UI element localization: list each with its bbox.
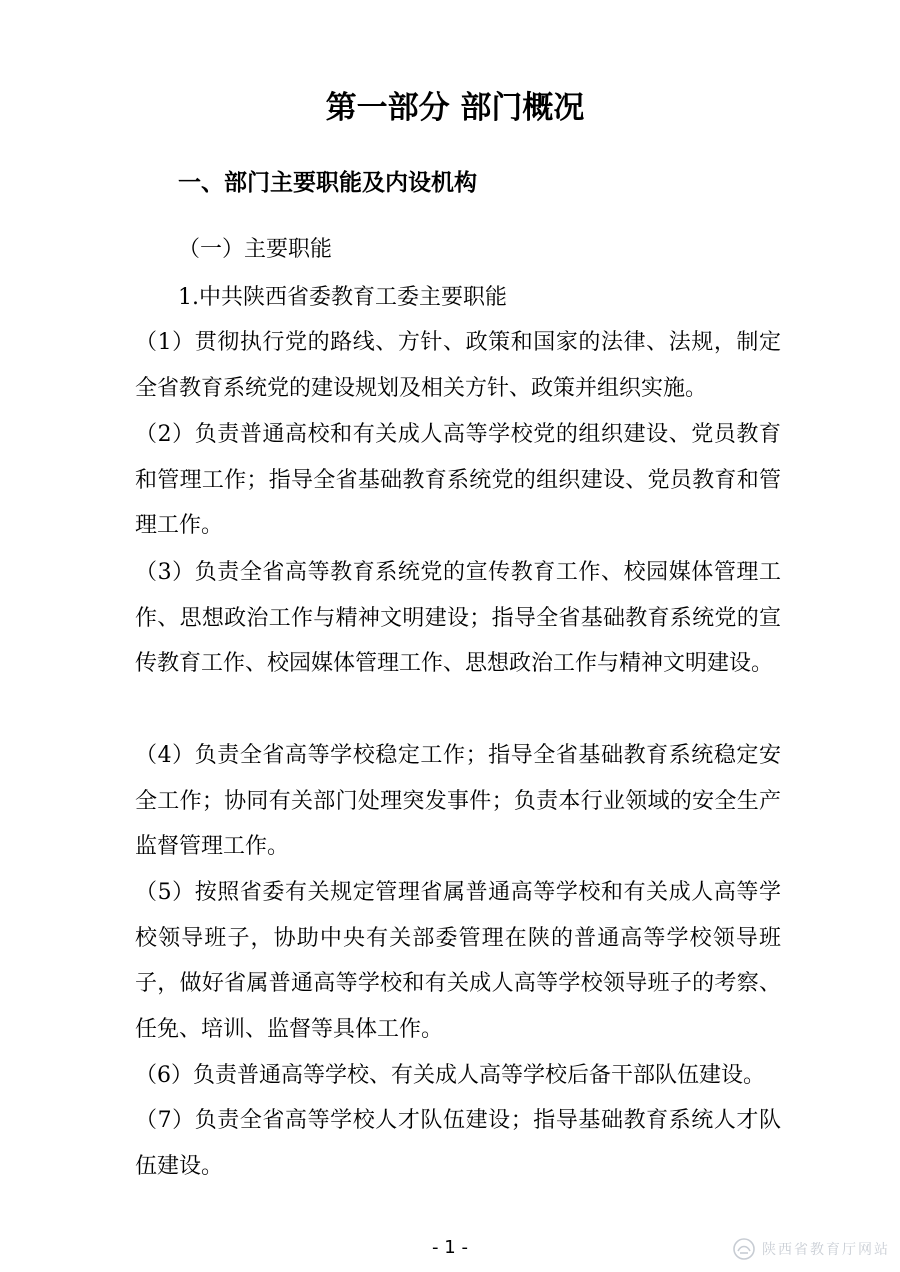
item-heading: 1.中共陕西省委教育工委主要职能 — [178, 285, 507, 310]
duty-paragraph-3: （3）负责全省高等教育系统党的宣传教育工作、校园媒体管理工作、思想政治工作与精神文明建设；指导全省基础教育系统党的宣传教育工作、校园媒体管理工作、思想政治工作与精神文明建设。 — [135, 560, 781, 676]
duty-paragraph-5: （5）按照省委有关规定管理省属普通高等学校和有关成人高等学校领导班子，协助中央有关部委管理在陕的普通高等学校领导班子，做好省属普通高等学校和有关成人高等学校领导班子的考察、任免、培训、监督等具体工作。 — [135, 880, 781, 1042]
subsection-heading: （一）主要职能 — [178, 237, 333, 262]
duty-paragraph-6: （6）负责普通高等学校、有关成人高等学校后备干部队伍建设。 — [135, 1063, 765, 1088]
site-watermark — [732, 1234, 890, 1264]
duty-paragraph-7: （7）负责全省高等学校人才队伍建设；指导基础教育系统人才队伍建设。 — [135, 1108, 781, 1179]
duty-paragraph-2: （2）负责普通高校和有关成人高等学校党的组织建设、党员教育和管理工作；指导全省基础教育系统党的组织建设、党员教育和管理工作。 — [135, 422, 781, 538]
duty-paragraph-1: （1）贯彻执行党的路线、方针、政策和国家的法律、法规，制定全省教育系统党的建设规划及相关方针、政策并组织实施。 — [135, 330, 781, 401]
section-heading: 一、部门主要职能及内设机构 — [178, 170, 477, 196]
website-logo-icon — [732, 1237, 756, 1261]
page-number: - 1 - — [432, 1237, 468, 1258]
duty-paragraph-4: （4）负责全省高等学校稳定工作；指导全省基础教育系统稳定安全工作；协同有关部门处理突发事件；负责本行业领域的安全生产监督管理工作。 — [135, 743, 781, 859]
page-title: 第一部分 部门概况 — [325, 90, 585, 126]
watermark-text: 陕西省教育厅网站 — [762, 1242, 890, 1258]
